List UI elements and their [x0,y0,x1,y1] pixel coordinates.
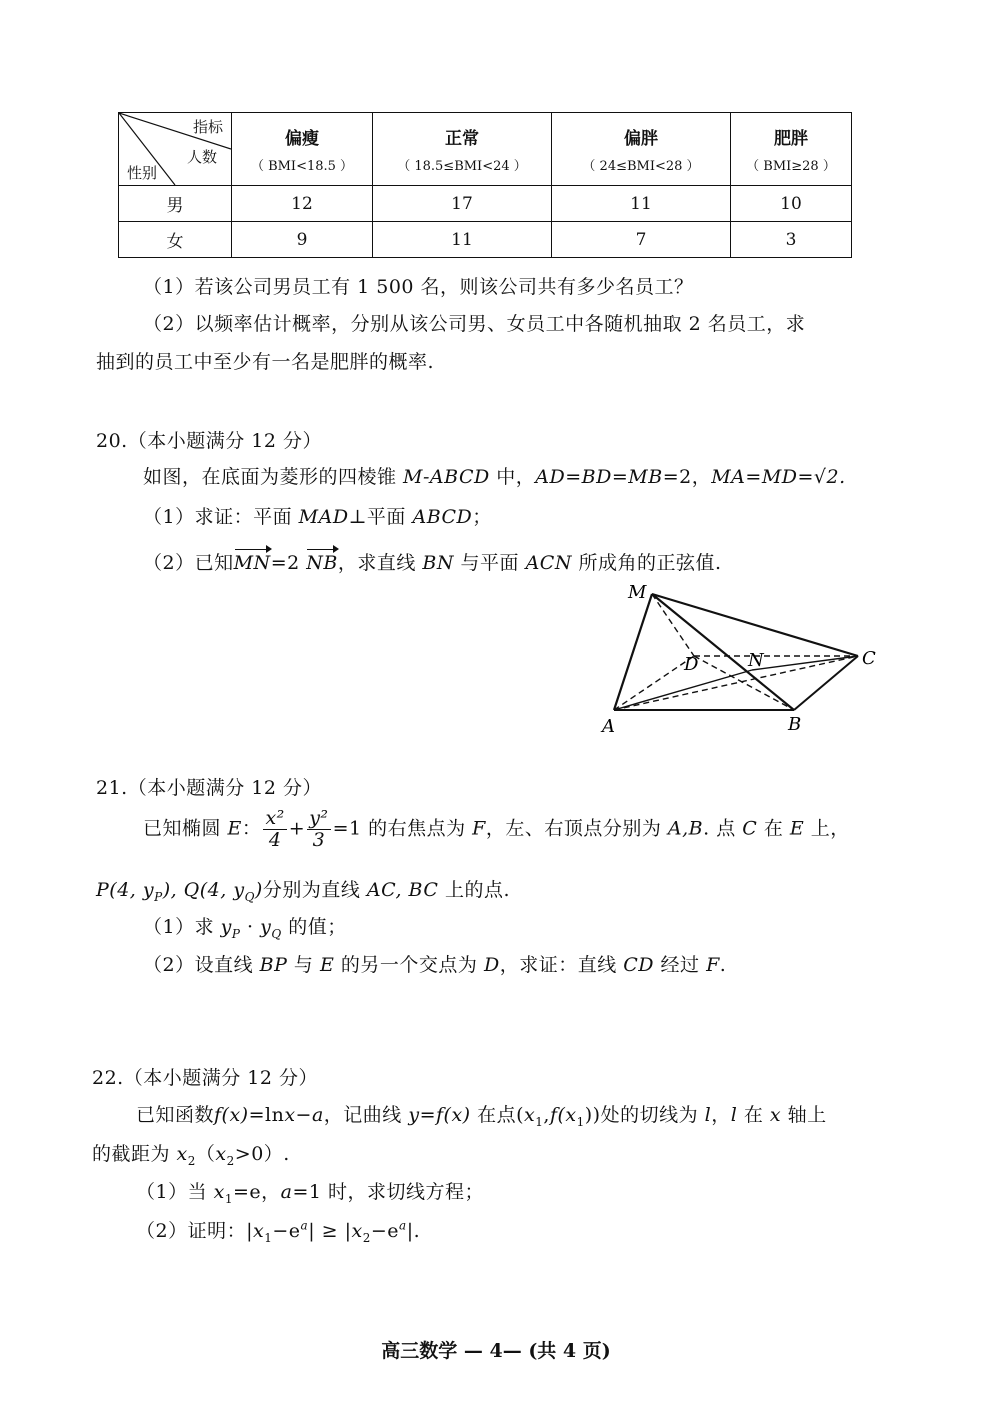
text: ⊥平面 [348,506,413,528]
text: 中， [489,466,536,488]
math: P(4, y [96,879,155,901]
q21-part2 [143,950,726,977]
math: AC, BC [366,879,439,901]
subscript: 1 [264,1230,273,1245]
text: =2， [662,466,712,488]
table-cell: 7 [552,222,731,258]
edge-bc [794,656,858,710]
edge-ma [614,594,652,710]
edge-md [652,594,694,656]
q21-line1 [143,808,850,851]
text: , [543,1104,550,1126]
denominator: 4 [268,828,282,851]
text: 的另一个交点为 [334,954,484,976]
corner-label-indicator: 指标 [192,118,223,136]
text: ， [711,1104,731,1126]
q21-line2 [96,875,510,904]
math: A,B [667,817,704,840]
label-a: A [602,716,615,737]
text: =1 时，求切线方程； [292,1181,485,1203]
subscript: 1 [576,1114,585,1129]
header-underweight [232,113,373,186]
text: −e [370,1220,400,1242]
text: 在 [757,817,790,840]
math: D [483,954,500,976]
text: 分别为直线 [262,879,367,901]
text: 上的点. [438,879,510,901]
header-main-text: 偏瘦 [285,129,319,149]
edge-ac [614,656,858,710]
label-c: C [862,648,876,669]
text: 在 [737,1104,770,1126]
text: 经过 [654,954,707,976]
math: x [176,1143,188,1165]
math: E [789,817,805,840]
math: f(x) [214,1104,249,1126]
text: 已知函数 [136,1104,215,1126]
text: 的截距为 [92,1143,177,1165]
q20-intro [143,462,846,489]
text: ，记曲线 [323,1104,409,1126]
math: a [311,1104,324,1126]
table-cell: 9 [232,222,373,258]
text: 与 [287,954,320,976]
table-cell: 11 [373,222,552,258]
text: =1 的右焦点为 [332,817,473,840]
subscript: 2 [362,1230,371,1245]
text: （ [195,1143,216,1165]
table-corner-cell [119,113,232,186]
math: C [742,817,758,840]
table-cell: 11 [552,186,731,222]
math: x [524,1104,536,1126]
bmi-table [118,112,852,258]
text: −e [272,1220,301,1242]
text: >0）. [234,1143,290,1165]
math: E [227,817,242,840]
math: a [300,1218,309,1233]
math: F [706,954,720,976]
text: （2）设直线 [143,954,260,976]
text: =e， [233,1181,281,1203]
text: 在点( [470,1104,525,1126]
q20-part2 [143,548,722,575]
subscript: 1 [224,1191,233,1206]
math: CD [623,954,655,976]
subscript: 1 [535,1114,544,1129]
page-footer: 高三数学 — 4— (共 4 页) [381,1340,611,1362]
q19-part2-line2: 抽到的员工中至少有一名是肥胖的概率. [96,351,435,373]
math: Q [271,926,282,941]
math: f(x [549,1104,577,1126]
math: Q [244,889,255,904]
q19-part1: （1）若该公司男员工有 1 500 名，则该公司共有多少名员工？ [143,276,694,298]
header-main-text: 正常 [445,129,479,149]
q21-heading: 21.（本小题满分 12 分） [96,777,322,799]
denominator: 3 [312,828,326,851]
header-sub-text: （ 18.5≤BMI<24 ） [397,159,527,174]
corner-label-count: 人数 [186,148,217,166]
numerator: x² [265,807,285,829]
text: ))处的切线为 [584,1104,705,1126]
math: BP [259,954,288,976]
header-main-text: 偏胖 [624,129,658,149]
math: BN [422,552,454,574]
math: l [704,1104,712,1126]
text: 的值； [281,916,347,938]
vector-nb: NB [306,552,338,574]
header-overweight [552,113,731,186]
text: （2）证明：| [136,1220,253,1242]
table-cell: 17 [373,186,552,222]
q19-part2-line1: （2）以频率估计概率，分别从该公司男、女员工中各随机抽取 2 名员工，求 [143,313,806,335]
text: 如图，在底面为菱形的四棱锥 [143,466,404,488]
text: 上， [804,817,850,840]
text: + [288,817,306,840]
text: （1）当 [136,1181,214,1203]
fraction-y2-over-3 [307,808,330,851]
fraction-x2-over-4 [263,808,286,851]
text: 与平面 [453,552,526,574]
text: ，求证：直线 [499,954,624,976]
text: . [719,954,727,976]
row-label: 女 [119,222,232,258]
label-n: N [748,650,764,671]
label-m: M [628,582,647,603]
math: x [213,1181,225,1203]
text: | ≥ | [308,1220,352,1242]
text: ： [241,817,262,840]
header-sub-text: （ BMI<18.5 ） [250,159,354,174]
text: （1）求证：平面 [143,506,299,528]
q22-line2 [92,1139,290,1168]
math: x [253,1220,265,1242]
math: a [280,1181,293,1203]
math: ABCD [412,506,473,528]
edge-ad [614,656,694,710]
table-cell: 3 [731,222,852,258]
math: x [769,1104,782,1126]
corner-label-gender: 性别 [127,164,158,182]
q22-part2 [136,1216,420,1245]
text: ； [472,506,492,528]
header-obese [731,113,852,186]
math: AD=BD=MB [535,466,663,488]
math: a [399,1218,407,1233]
label-b: B [788,714,802,735]
math: P [231,926,241,941]
q22-line1 [136,1100,827,1129]
text: （1）求 [143,916,221,938]
math: E [319,954,335,976]
table-cell: 10 [731,186,852,222]
text: 所成角的正弦值. [571,552,722,574]
header-sub-text: （ BMI≥28 ） [746,159,836,174]
table-row [119,186,852,222]
text: ，左、右顶点分别为 [485,817,668,840]
q20-part1 [143,502,492,529]
numerator: y² [309,807,329,829]
math: P [154,889,163,904]
subscript: 2 [226,1153,235,1168]
text: （2）已知 [143,552,234,574]
text: . 点 [703,817,743,840]
math: x [351,1220,363,1242]
header-sub-text: （ 24≤BMI<28 ） [582,159,700,174]
math: MA=MD=√2. [711,466,846,488]
header-normal [373,113,552,186]
text: · [240,916,261,938]
q22-heading: 22.（本小题满分 12 分） [92,1067,318,1089]
row-label: 男 [119,186,232,222]
label-d: D [684,654,699,675]
text: |. [406,1220,421,1242]
math: ) [254,879,263,901]
q22-part1 [136,1177,484,1206]
text: ，求直线 [337,552,423,574]
math: l [730,1104,738,1126]
math: F [472,817,486,840]
math: MAD [298,506,349,528]
q21-part1 [143,912,347,941]
pyramid-figure [596,576,896,746]
text: − [295,1104,312,1126]
math: x [284,1104,296,1126]
math: x [215,1143,227,1165]
edge-mc [652,594,858,656]
q20-heading: 20.（本小题满分 12 分） [96,430,322,452]
subscript: 2 [187,1153,196,1168]
text: =2 [270,552,307,574]
math: M-ABCD [403,466,490,488]
math: ACN [525,552,572,574]
text: =ln [248,1104,285,1126]
math: ), Q(4, y [162,879,245,901]
header-main-text: 肥胖 [774,129,808,149]
math: y [260,916,272,938]
math: y [220,916,232,938]
text: 轴上 [781,1104,827,1126]
text: 已知椭圆 [143,817,228,840]
vector-mn: MN [233,552,271,574]
math: y=f(x) [408,1104,471,1126]
table-row [119,222,852,258]
table-cell: 12 [232,186,373,222]
table-header-row [119,113,852,186]
